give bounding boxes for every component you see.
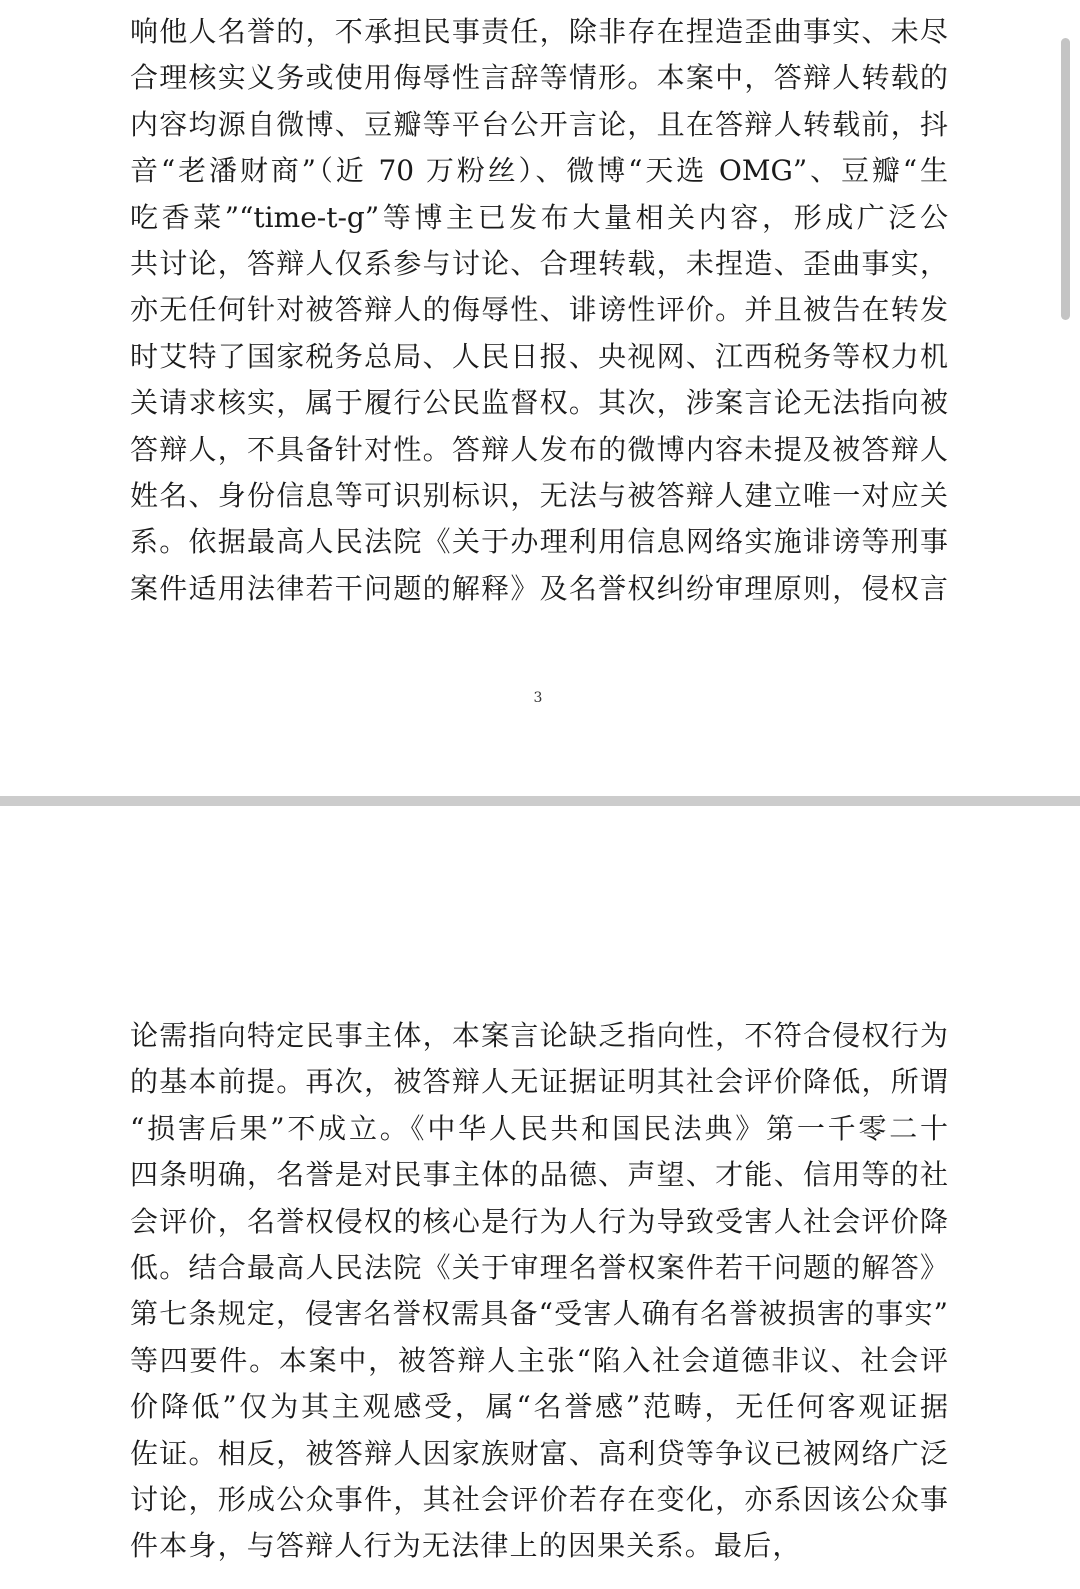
scrollbar-thumb[interactable]	[1061, 38, 1070, 320]
text-line: 会评价，名誉权侵权的核心是行为人行为导致受害人社会评价降	[130, 1204, 948, 1238]
text-line: 案件适用法律若干问题的解释》及名誉权纠纷审理原则，侵权言	[130, 571, 948, 605]
text-line: 第七条规定，侵害名誉权需具备“受害人确有名誉被损害的事实”	[130, 1297, 948, 1331]
document-page-2	[0, 806, 1080, 1589]
text-line: 答辩人，不具备针对性。答辩人发布的微博内容未提及被答辩人	[130, 432, 948, 466]
text-line: 佐证。相反，被答辩人因家族财富、高利贷等争议已被网络广泛	[130, 1436, 948, 1470]
text-line: 吃香菜”“time-t-g”等博主已发布大量相关内容，形成广泛公	[130, 200, 948, 234]
text-line: 响他人名誉的，不承担民事责任，除非存在捏造歪曲事实、未尽	[130, 15, 948, 48]
text-line: 四条明确，名誉是对民事主体的品德、声望、才能、信用等的社	[130, 1158, 948, 1192]
text-line: 共讨论，答辩人仅系参与讨论、合理转载，未捏造、歪曲事实，	[130, 246, 948, 280]
text-line: 低。结合最高人民法院《关于审理名誉权案件若干问题的解答》	[130, 1250, 948, 1284]
text-line: 论需指向特定民事主体，本案言论缺乏指向性，不符合侵权行为	[130, 1019, 948, 1052]
text-line: 件本身，与答辩人行为无法律上的因果关系。最后，	[130, 1529, 802, 1563]
text-line: 音“老潘财商”（近 70 万粉丝）、微博“天选 OMG”、豆瓣“生	[130, 154, 948, 188]
text-line: 合理核实义务或使用侮辱性言辞等情形。本案中，答辩人转载的	[130, 61, 948, 95]
text-line: 系。依据最高人民法院《关于办理利用信息网络实施诽谤等刑事	[130, 525, 948, 559]
text-line: 的基本前提。再次，被答辩人无证据证明其社会评价降低，所谓	[130, 1065, 948, 1099]
text-line: 亦无任何针对被答辩人的侮辱性、诽谤性评价。并且被告在转发	[130, 293, 948, 327]
page-divider	[0, 796, 1080, 806]
text-line: 等四要件。本案中，被答辩人主张“陷入社会道德非议、社会评	[130, 1343, 948, 1377]
page-body-text	[130, 9, 948, 612]
text-line: 姓名、身份信息等可识别标识，无法与被答辩人建立唯一对应关	[130, 478, 948, 512]
text-line: 讨论，形成公众事件，其社会评价若存在变化，亦系因该公众事	[130, 1482, 948, 1516]
text-line: 内容均源自微博、豆瓣等平台公开言论，且在答辩人转载前，抖	[130, 107, 948, 141]
text-line: 价降低”仅为其主观感受，属“名誉感”范畴，无任何客观证据	[130, 1390, 948, 1424]
page-body-text	[130, 1013, 948, 1570]
page-number: 3	[533, 690, 543, 706]
text-line: “损害后果”不成立。《中华人民共和国民法典》第一千零二十	[130, 1111, 948, 1145]
text-line: 关请求核实，属于履行公民监督权。其次，涉案言论无法指向被	[130, 386, 948, 420]
text-line: 时艾特了国家税务总局、人民日报、央视网、江西税务等权力机	[130, 339, 948, 373]
